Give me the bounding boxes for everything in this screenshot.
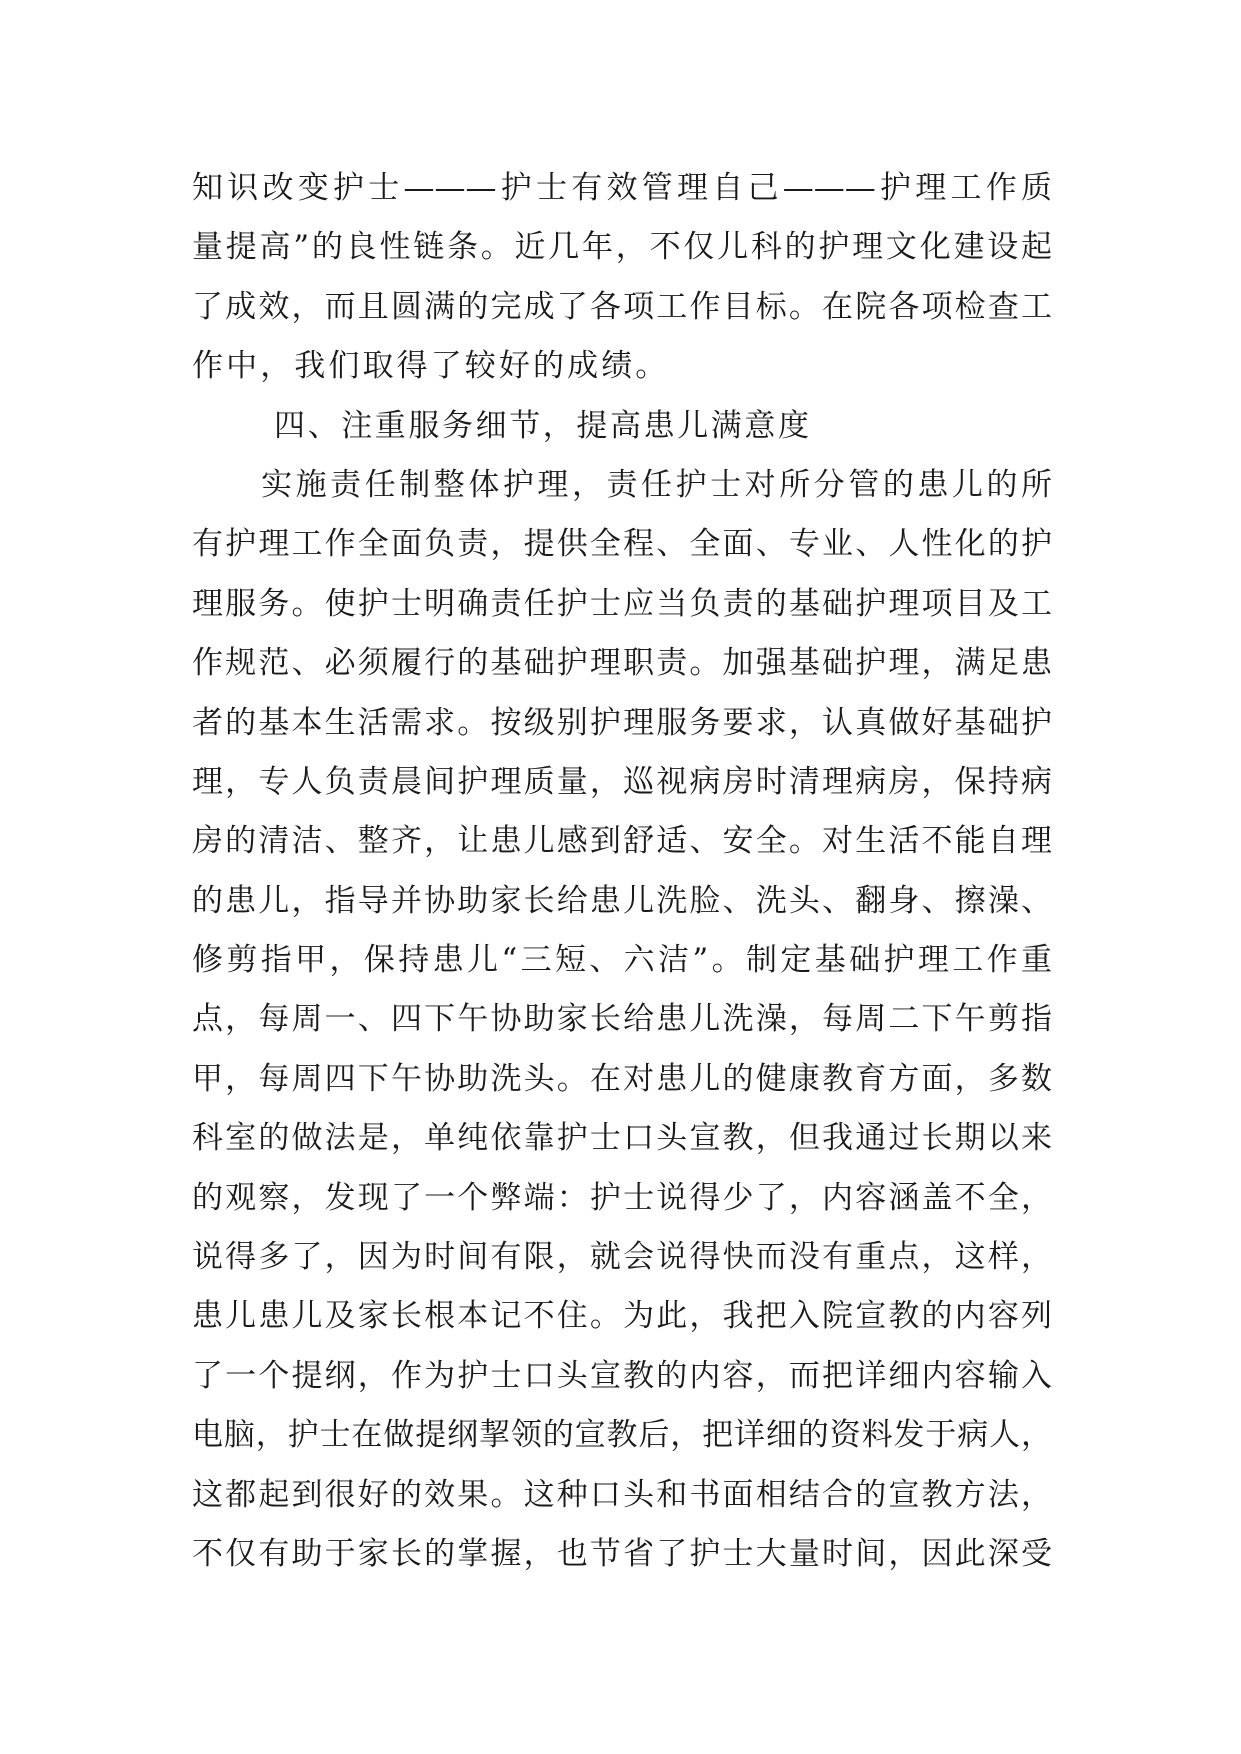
text-line-17: 科室的做法是，单纯依靠护士口头宣教，但我通过长期以来 bbox=[192, 1120, 1052, 1157]
text-line-18: 的观察，发现了一个弊端：护士说得少了，内容涵盖不全， bbox=[192, 1179, 1052, 1216]
text-line-6: 实施责任制整体护理，责任护士对所分管的患儿的所 bbox=[192, 466, 1052, 503]
text-line-11: 理，专人负责晨间护理质量，巡视病房时清理病房，保持病 bbox=[192, 763, 1052, 800]
text-line-20: 患儿患儿及家长根本记不住。为此，我把入院宣教的内容列 bbox=[192, 1298, 1052, 1335]
text-line-21: 了一个提纲，作为护士口头宣教的内容，而把详细内容输入 bbox=[192, 1357, 1052, 1394]
text-line-1: 知识改变护士———护士有效管理自己———护理工作质 bbox=[192, 170, 1052, 206]
text-line-13: 的患儿，指导并协助家长给患儿洗脸、洗头、翻身、擦澡、 bbox=[192, 882, 1052, 919]
body-text bbox=[192, 159, 1052, 1584]
text-line-16: 甲，每周四下午协助洗头。在对患儿的健康教育方面，多数 bbox=[192, 1060, 1052, 1097]
text-line-10: 者的基本生活需求。按级别护理服务要求，认真做好基础护 bbox=[192, 704, 1052, 741]
section-heading: 四、注重服务细节，提高患儿满意度 bbox=[274, 407, 812, 444]
text-line-22: 电脑，护士在做提纲挈领的宣教后，把详细的资料发于病人， bbox=[192, 1417, 1052, 1454]
text-line-24: 不仅有助于家长的掌握，也节省了护士大量时间，因此深受 bbox=[192, 1535, 1052, 1572]
text-line-7: 有护理工作全面负责，提供全程、全面、专业、人性化的护 bbox=[192, 526, 1052, 563]
text-line-3: 了成效，而且圆满的完成了各项工作目标。在院各项检查工 bbox=[192, 288, 1052, 325]
text-line-4: 作中，我们取得了较好的成绩。 bbox=[192, 348, 670, 385]
text-line-15: 点，每周一、四下午协助家长给患儿洗澡，每周二下午剪指 bbox=[192, 1001, 1052, 1038]
text-line-19: 说得多了，因为时间有限，就会说得快而没有重点，这样， bbox=[192, 1239, 1052, 1276]
text-line-9: 作规范、必须履行的基础护理职责。加强基础护理，满足患 bbox=[192, 645, 1052, 682]
text-line-23: 这都起到很好的效果。这种口头和书面相结合的宣教方法， bbox=[192, 1476, 1052, 1513]
text-line-12: 房的清洁、整齐，让患儿感到舒适、安全。对生活不能自理 bbox=[192, 823, 1052, 860]
text-line-8: 理服务。使护士明确责任护士应当负责的基础护理项目及工 bbox=[192, 585, 1052, 622]
text-line-14: 修剪指甲，保持患儿“三短、六洁”。制定基础护理工作重 bbox=[192, 942, 1052, 979]
text-line-2: 量提高”的良性链条。近几年，不仅儿科的护理文化建设起 bbox=[192, 229, 1052, 266]
